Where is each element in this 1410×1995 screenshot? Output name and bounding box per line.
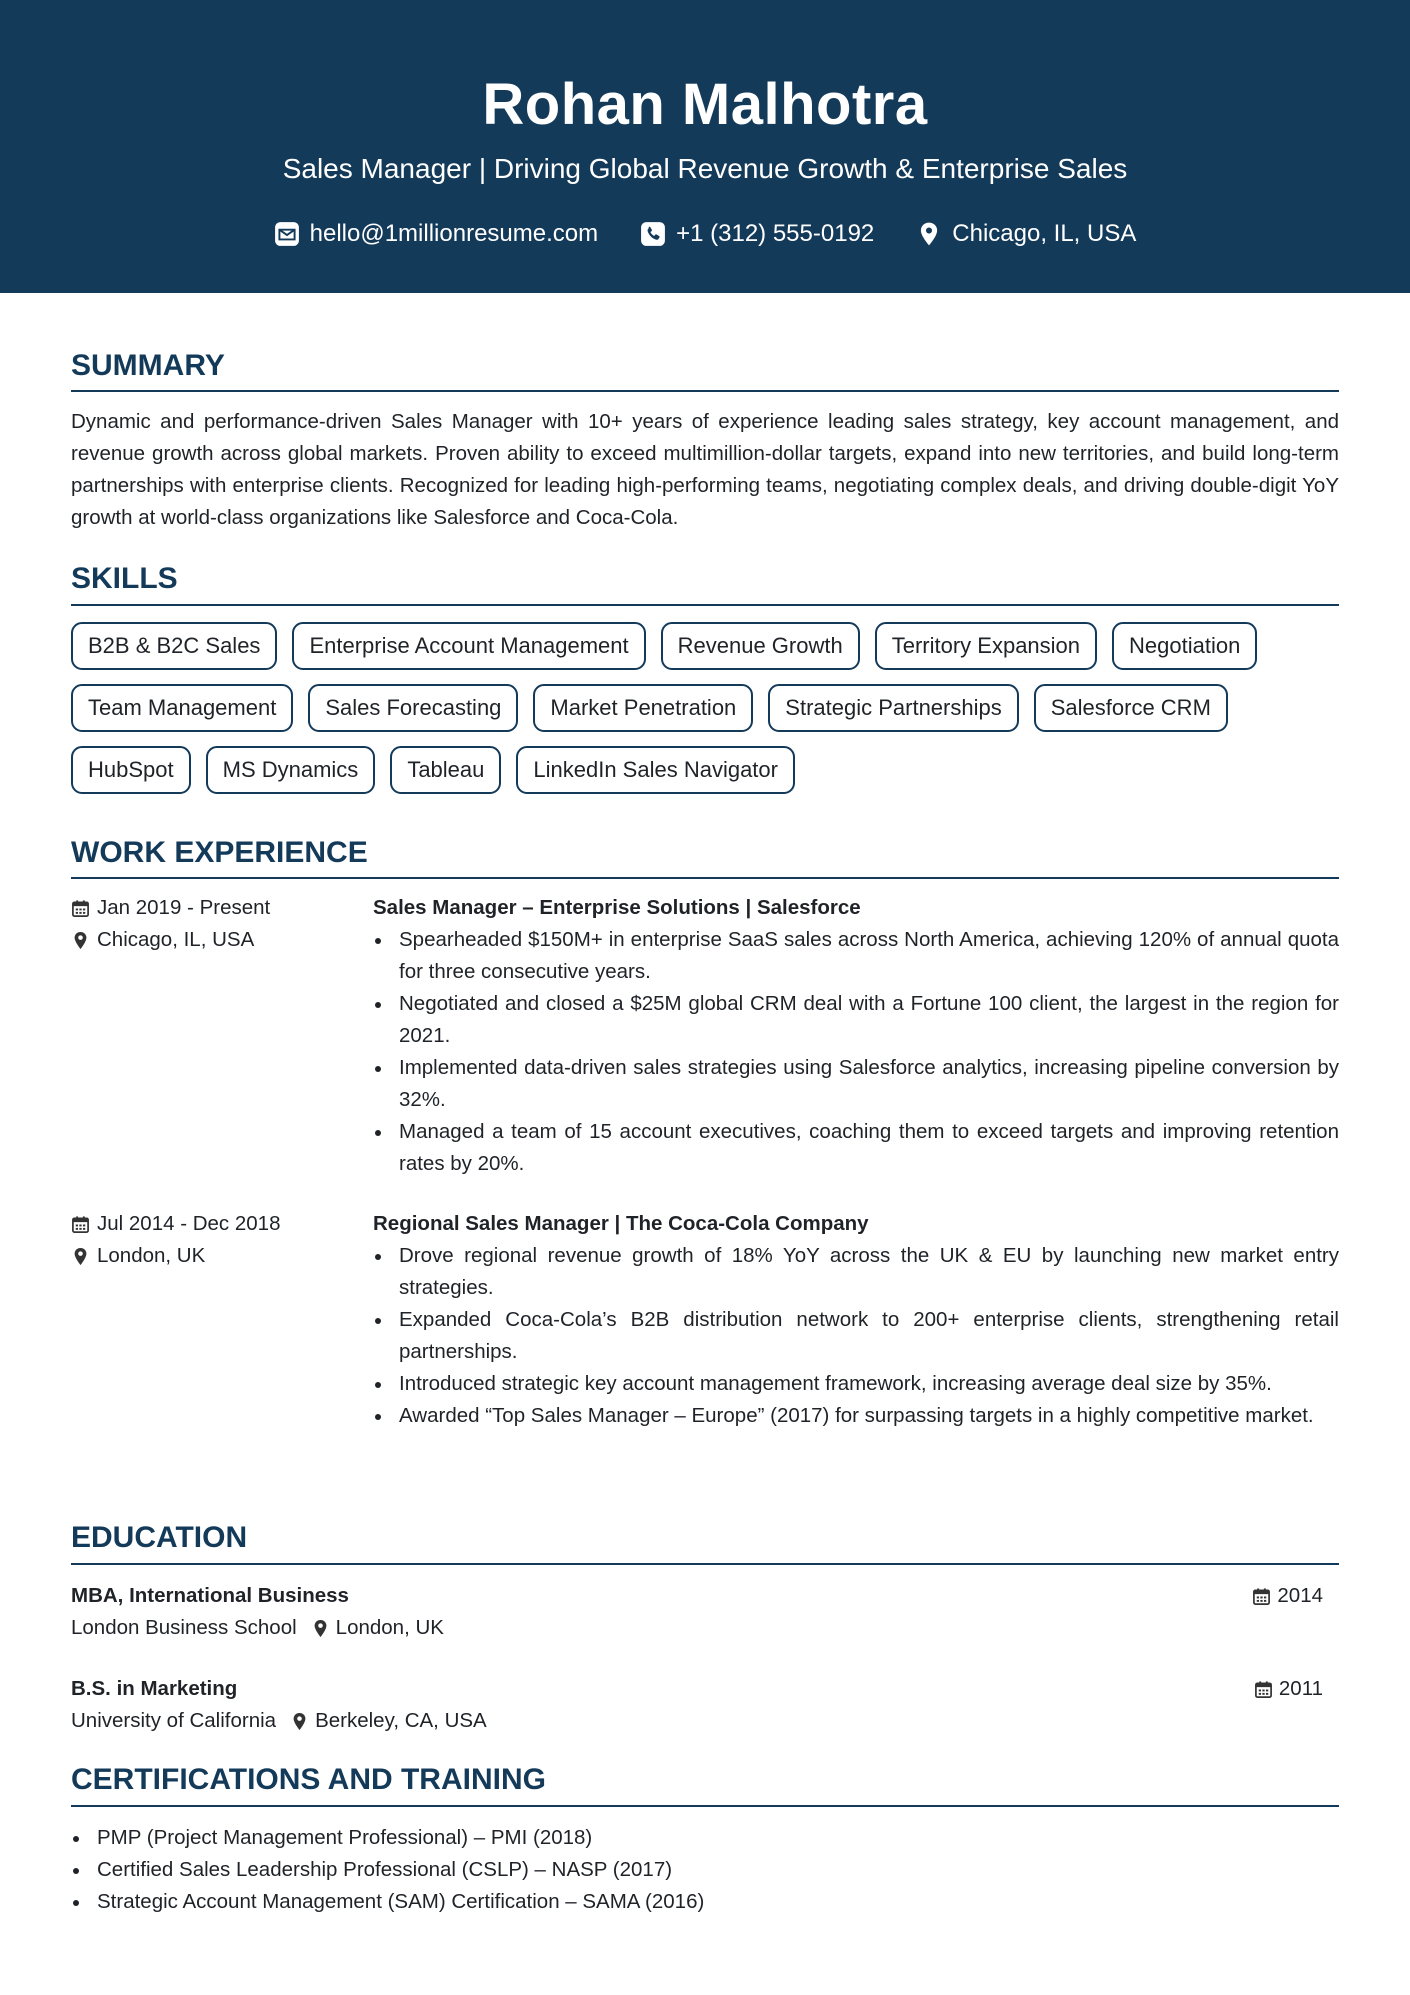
job-dates-text: Jan 2019 - Present <box>97 896 271 919</box>
calendar-icon <box>1252 1587 1271 1606</box>
calendar-icon <box>71 1215 90 1234</box>
skill-chip: Strategic Partnerships <box>768 684 1018 732</box>
job-dates <box>71 892 361 924</box>
summary-heading: SUMMARY <box>71 349 225 382</box>
job-bullet: Drove regional revenue growth of 18% YoY across the UK & EU by launching new market entry strategies. <box>373 1240 1339 1304</box>
job-title: Regional Sales Manager | The Coca-Cola Company <box>373 1212 869 1235</box>
experience-divider <box>71 877 1339 879</box>
skill-chip: Market Penetration <box>533 684 753 732</box>
skill-chip: HubSpot <box>71 746 191 794</box>
map-pin-icon <box>71 931 90 950</box>
skill-row <box>71 684 1339 732</box>
calendar-icon <box>71 899 90 918</box>
job-bullet: Spearheaded $150M+ in enterprise SaaS sales across North America, achieving 120% of annual quota for three consecutive years. <box>373 924 1339 988</box>
job-location-text: London, UK <box>97 1244 206 1267</box>
map-pin-icon <box>290 1712 309 1731</box>
job-meta <box>71 1208 361 1272</box>
education-degree: MBA, International Business <box>71 1584 349 1607</box>
job-title: Sales Manager – Enterprise Solutions | Salesforce <box>373 896 861 919</box>
summary-text: Dynamic and performance-driven Sales Manager with 10+ years of experience leading sales strategy, key account management, and revenue growth across global markets. Proven ability to exceed multimillion-dollar targets, expand into new territories, and build long-term partnerships with enterprise clients. Recognized for leading high-performing teams, negotiating complex deals, and driving double-digit YoY growth at world-class organizations like Salesforce and Coca-Cola. <box>71 410 1339 529</box>
candidate-tagline: Sales Manager | Driving Global Revenue Growth & Enterprise Sales <box>282 153 1128 184</box>
certification-item: Certified Sales Leadership Professional (CSLP) – NASP (2017) <box>71 1854 1339 1886</box>
contact-email[interactable] <box>274 218 598 250</box>
certifications-heading: CERTIFICATIONS AND TRAINING <box>71 1763 546 1796</box>
education-location-text: Berkeley, CA, USA <box>315 1709 487 1732</box>
education-divider <box>71 1563 1339 1565</box>
education-location-text: London, UK <box>335 1616 444 1639</box>
experience-heading: WORK EXPERIENCE <box>71 836 368 869</box>
job-bullet: Managed a team of 15 account executives, coaching them to exceed targets and improving retention rates by 20%. <box>373 1116 1339 1180</box>
job-bullet: Introduced strategic key account management framework, increasing average deal size by 35%. <box>373 1368 1339 1400</box>
candidate-name: Rohan Malhotra <box>482 72 928 137</box>
education-degree: B.S. in Marketing <box>71 1677 238 1700</box>
email-text: hello@1millionresume.com <box>309 220 599 247</box>
skill-row <box>71 746 1339 794</box>
skill-chip: Tableau <box>390 746 501 794</box>
map-pin-icon <box>311 1619 330 1638</box>
contact-phone[interactable] <box>640 218 874 250</box>
skills-heading: SKILLS <box>71 562 178 595</box>
job-bullet: Expanded Coca-Cola’s B2B distribution network to 200+ enterprise clients, strengthening retail partnerships. <box>373 1304 1339 1368</box>
education-school: University of California <box>71 1709 277 1732</box>
skill-chip: Revenue Growth <box>661 622 860 670</box>
job-bullets <box>373 1240 1339 1432</box>
skills-list <box>71 622 1339 808</box>
job-bullet: Negotiated and closed a $25M global CRM deal with a Fortune 100 client, the largest in the region for 2021. <box>373 988 1339 1052</box>
skill-chip: B2B & B2C Sales <box>71 622 277 670</box>
job-dates <box>71 1208 361 1240</box>
phone-text: +1 (312) 555-0192 <box>676 220 875 247</box>
education-year <box>1254 1673 1323 1705</box>
job-body <box>373 1208 1339 1432</box>
map-pin-icon <box>71 1247 90 1266</box>
certification-item: PMP (Project Management Professional) – PMI (2018) <box>71 1822 1339 1854</box>
contact-bar <box>0 218 1410 250</box>
envelope-icon <box>274 221 300 247</box>
skill-chip: Sales Forecasting <box>308 684 518 732</box>
job-location-text: Chicago, IL, USA <box>97 928 255 951</box>
education-heading: EDUCATION <box>71 1521 248 1554</box>
job-bullet: Implemented data-driven sales strategies using Salesforce analytics, increasing pipeline conversion by 32%. <box>373 1052 1339 1116</box>
education-details <box>71 1612 1339 1644</box>
job-body <box>373 892 1339 1180</box>
certifications-list <box>71 1822 1339 1918</box>
skill-chip: MS Dynamics <box>206 746 376 794</box>
education-location <box>311 1612 444 1644</box>
skills-divider <box>71 604 1339 606</box>
education-school: London Business School <box>71 1616 297 1639</box>
education-year <box>1252 1580 1323 1612</box>
job-dates-text: Jul 2014 - Dec 2018 <box>97 1212 281 1235</box>
map-pin-icon <box>916 221 942 247</box>
job-location <box>71 1240 361 1272</box>
job-location <box>71 924 361 956</box>
education-entry <box>71 1580 1339 1650</box>
education-location <box>290 1705 487 1737</box>
skill-chip: Enterprise Account Management <box>292 622 645 670</box>
education-year-text: 2014 <box>1277 1584 1323 1607</box>
skill-chip: Team Management <box>71 684 293 732</box>
summary-divider <box>71 390 1339 392</box>
education-year-text: 2011 <box>1278 1677 1323 1700</box>
certifications-divider <box>71 1805 1339 1807</box>
location-text: Chicago, IL, USA <box>952 220 1137 247</box>
job-meta <box>71 892 361 956</box>
calendar-icon <box>1254 1680 1273 1699</box>
skill-chip: Negotiation <box>1112 622 1257 670</box>
skill-row <box>71 622 1339 670</box>
contact-location <box>916 218 1136 250</box>
skill-chip: Territory Expansion <box>875 622 1097 670</box>
resume-header <box>0 0 1410 293</box>
job-bullet: Awarded “Top Sales Manager – Europe” (2017) for surpassing targets in a highly competitive market. <box>373 1400 1339 1432</box>
education-details <box>71 1705 1339 1737</box>
education-entry <box>71 1673 1339 1743</box>
job-bullets <box>373 924 1339 1180</box>
phone-icon <box>640 221 666 247</box>
skill-chip: LinkedIn Sales Navigator <box>516 746 795 794</box>
skill-chip: Salesforce CRM <box>1034 684 1228 732</box>
certification-item: Strategic Account Management (SAM) Certification – SAMA (2016) <box>71 1886 1339 1918</box>
